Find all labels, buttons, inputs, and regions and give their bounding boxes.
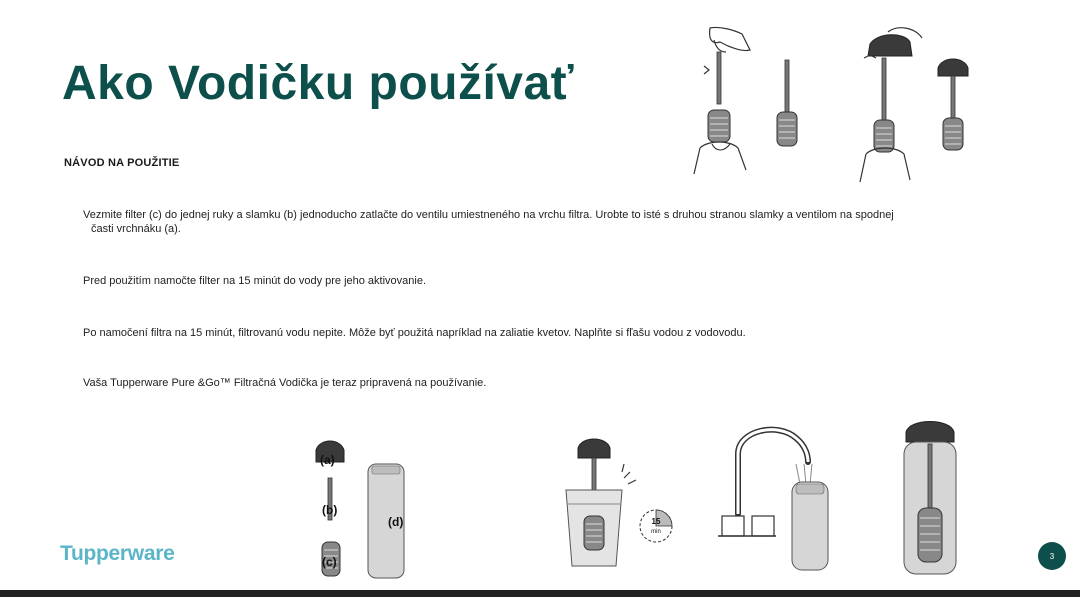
filter-with-straw-icon — [772, 60, 802, 152]
label-c: (c) — [322, 555, 337, 569]
page-number-badge: 3 — [1038, 542, 1066, 570]
instruction-step-1-line-1: Vezmite filter (c) do jednej ruky a slamku (b) jednoducho zatlačte do ventilu umiestneného na vrchu filtra. Urobte to isté s druhou stranou slamky a ventilom na spodnej — [83, 209, 894, 221]
soaking-glass-icon — [564, 434, 684, 574]
timer-unit: min — [651, 529, 661, 535]
faucet-filling-icon — [716, 424, 842, 576]
label-a: (a) — [320, 453, 335, 467]
timer-value: 15 — [651, 517, 661, 526]
instruction-step-1-line-2: časti vrchnáku (a). — [91, 223, 181, 235]
hand-insert-straw-icon — [690, 22, 760, 182]
tupperware-logo: Tupperware — [60, 542, 175, 565]
parts-diagram-icon — [306, 434, 416, 584]
instruction-step-1 — [83, 208, 1013, 236]
page-title: Ako Vodičku používať — [62, 57, 575, 110]
instructions-heading: NÁVOD NA POUŽITIE — [64, 157, 180, 169]
assembled-lid-filter-icon — [936, 54, 970, 154]
instruction-step-3: Po namočení filtra na 15 minút, filtrovanú vodu nepite. Môže byť použitá napríklad na zaliatie kvetov. Naplňte si fľašu vodou z vodovodu. — [83, 327, 746, 339]
label-d: (d) — [388, 515, 404, 529]
bottle-assembled-icon — [900, 414, 960, 580]
hand-attach-lid-icon — [858, 22, 926, 187]
label-b: (b) — [322, 503, 338, 517]
instruction-step-2: Pred použitím namočte filter na 15 minút do vody pre jeho aktivovanie. — [83, 275, 427, 287]
frame-border — [0, 590, 1080, 597]
instruction-step-4: Vaša Tupperware Pure &Go™ Filtračná Vodička je teraz pripravená na používanie. — [83, 377, 487, 389]
